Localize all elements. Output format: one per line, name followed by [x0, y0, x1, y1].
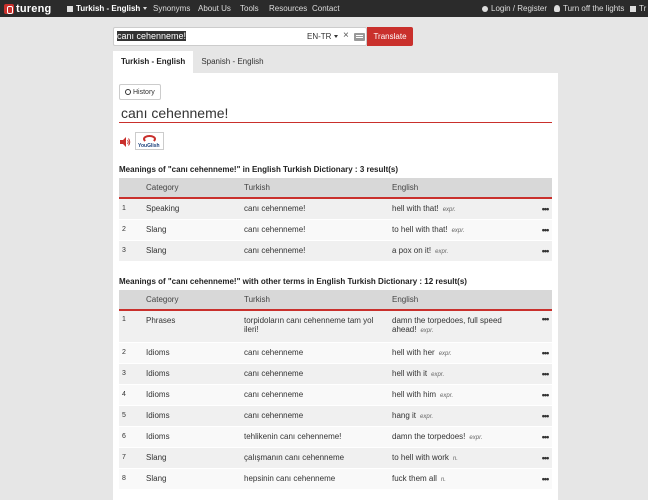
row-category[interactable]: Idioms: [141, 405, 239, 426]
direction-label: EN-TR: [307, 32, 332, 41]
row-number: 3: [119, 363, 141, 384]
part-of-speech-tag: expr.: [440, 393, 454, 399]
part-of-speech-tag: expr.: [438, 351, 452, 357]
row-number: 2: [119, 342, 141, 363]
logo-mark-icon: [4, 4, 14, 14]
part-of-speech-tag: n.: [452, 456, 458, 462]
dictionary-icon: [67, 6, 73, 12]
row-number: 2: [119, 219, 141, 240]
row-turkish-term[interactable]: canı cehenneme!: [239, 219, 387, 240]
col-turkish: Turkish: [239, 290, 387, 310]
row-category[interactable]: Slang: [141, 468, 239, 489]
english-term-text[interactable]: hell with it: [392, 369, 428, 378]
row-english-term[interactable]: [387, 447, 538, 468]
col-num: [119, 290, 141, 310]
chevron-down-icon: [143, 7, 147, 10]
youglish-logo-icon: [143, 135, 156, 143]
results-table-other: [119, 290, 552, 490]
more-options-icon[interactable]: •••: [538, 447, 552, 468]
row-number: 8: [119, 468, 141, 489]
row-turkish-term[interactable]: canı cehenneme: [239, 342, 387, 363]
row-turkish-term[interactable]: çalışmanın canı cehenneme: [239, 447, 387, 468]
section-title-main: Meanings of "canı cehenneme!" in English Turkish Dictionary : 3 result(s): [119, 165, 399, 174]
row-english-term[interactable]: [387, 219, 538, 240]
more-options-icon[interactable]: •••: [538, 219, 552, 240]
more-options-icon[interactable]: •••: [538, 405, 552, 426]
english-term-text[interactable]: hell with her: [392, 348, 435, 357]
more-options-icon[interactable]: •••: [538, 426, 552, 447]
table-row: [119, 310, 552, 342]
row-category[interactable]: Idioms: [141, 384, 239, 405]
row-category[interactable]: Phrases: [141, 310, 239, 342]
row-number: 6: [119, 426, 141, 447]
logo-text: tureng: [16, 2, 52, 15]
row-english-term[interactable]: [387, 198, 538, 219]
lang-pair-label: Turkish - English: [76, 4, 141, 13]
table-row: [119, 468, 552, 489]
history-button[interactable]: [119, 84, 161, 100]
row-category[interactable]: Idioms: [141, 426, 239, 447]
search-term-heading: canı cehenneme!: [121, 105, 229, 121]
row-category[interactable]: Slang: [141, 219, 239, 240]
more-options-icon[interactable]: •••: [538, 198, 552, 219]
row-english-term[interactable]: [387, 342, 538, 363]
col-category: Category: [141, 290, 239, 310]
row-turkish-term[interactable]: canı cehenneme!: [239, 198, 387, 219]
row-turkish-term[interactable]: canı cehenneme: [239, 405, 387, 426]
nav-resources[interactable]: Resources: [269, 4, 308, 13]
translate-button[interactable]: Translate: [367, 27, 413, 46]
english-term-text[interactable]: to hell with work: [392, 453, 449, 462]
nav-synonyms[interactable]: Synonyms: [153, 4, 191, 13]
search-input-value: canı cehenneme!: [117, 31, 187, 41]
more-options-icon[interactable]: •••: [538, 363, 552, 384]
row-number: 5: [119, 405, 141, 426]
english-term-text[interactable]: a pox on it!: [392, 246, 432, 255]
table-row: [119, 447, 552, 468]
row-turkish-term[interactable]: tehlikenin canı cehenneme!: [239, 426, 387, 447]
english-term-text[interactable]: hang it: [392, 411, 417, 420]
login-register-link[interactable]: [482, 4, 547, 13]
part-of-speech-tag: expr.: [420, 328, 434, 334]
part-of-speech-tag: expr.: [431, 372, 445, 378]
login-label: Login / Register: [491, 4, 548, 13]
more-options-icon[interactable]: •••: [538, 240, 552, 261]
nav-overflow-label: Tr: [639, 4, 647, 13]
row-number: 4: [119, 384, 141, 405]
table-row: [119, 240, 552, 261]
lights-toggle[interactable]: [554, 4, 624, 13]
row-turkish-term[interactable]: canı cehenneme: [239, 363, 387, 384]
row-category[interactable]: Slang: [141, 447, 239, 468]
col-more: [538, 290, 552, 310]
row-number: 1: [119, 310, 141, 342]
clock-icon: [125, 89, 131, 95]
section-title-other: Meanings of "canı cehenneme!" with other terms in English Turkish Dictionary : 12 result(s): [119, 277, 467, 286]
clear-button[interactable]: ×: [343, 30, 349, 41]
row-turkish-term[interactable]: hepsinin canı cehenneme: [239, 468, 387, 489]
row-english-term[interactable]: [387, 426, 538, 447]
search-input[interactable]: [117, 31, 297, 43]
col-english: English: [387, 178, 538, 198]
table-row: [119, 219, 552, 240]
row-number: 3: [119, 240, 141, 261]
row-english-term[interactable]: [387, 240, 538, 261]
row-turkish-term[interactable]: canı cehenneme!: [239, 240, 387, 261]
row-turkish-term[interactable]: torpidoların canı cehenneme tam yol ileri!: [239, 310, 387, 342]
row-english-term[interactable]: [387, 468, 538, 489]
row-english-term[interactable]: [387, 384, 538, 405]
row-english-term[interactable]: [387, 405, 538, 426]
nav-contact[interactable]: Contact: [312, 4, 340, 13]
english-term-text[interactable]: damn the torpedoes!: [392, 432, 466, 441]
english-term-text[interactable]: hell with him: [392, 390, 437, 399]
nav-tools[interactable]: Tools: [240, 4, 259, 13]
col-english: English: [387, 290, 538, 310]
col-num: [119, 178, 141, 198]
results-panel: [113, 73, 558, 500]
more-options-icon[interactable]: •••: [538, 468, 552, 489]
more-options-icon[interactable]: •••: [538, 384, 552, 405]
results-table-main: [119, 178, 552, 262]
english-term-text[interactable]: fuck them all: [392, 474, 437, 483]
part-of-speech-tag: expr.: [442, 207, 456, 214]
english-term-text[interactable]: to hell with that!: [392, 225, 448, 234]
col-more: [538, 178, 552, 198]
tab-spanish-english[interactable]: Spanish - English: [201, 57, 264, 66]
youglish-button[interactable]: [135, 132, 164, 150]
part-of-speech-tag: expr.: [435, 249, 449, 255]
row-category[interactable]: Speaking: [141, 198, 239, 219]
heading-divider: [119, 122, 552, 123]
dictionary-tabs: [113, 51, 272, 73]
table-row: [119, 363, 552, 384]
more-options-icon[interactable]: •••: [538, 310, 552, 342]
row-english-term[interactable]: [387, 310, 538, 342]
part-of-speech-tag: expr.: [469, 435, 483, 441]
table-row: [119, 426, 552, 447]
col-turkish: Turkish: [239, 178, 387, 198]
keyboard-icon[interactable]: [354, 33, 365, 41]
youglish-label: YouGlish: [138, 143, 160, 149]
row-english-term[interactable]: [387, 363, 538, 384]
chevron-down-icon: [334, 35, 338, 38]
table-row: [119, 384, 552, 405]
row-turkish-term[interactable]: canı cehenneme: [239, 384, 387, 405]
nav-about-us[interactable]: About Us: [198, 4, 231, 13]
row-category[interactable]: Slang: [141, 240, 239, 261]
flag-icon: [630, 6, 636, 12]
search-box: [113, 27, 367, 46]
history-label: History: [133, 88, 155, 96]
logo[interactable]: [4, 3, 51, 15]
speaker-icon[interactable]: [120, 137, 131, 147]
nav-overflow-item[interactable]: [630, 4, 646, 13]
direction-select[interactable]: [307, 32, 338, 41]
part-of-speech-tag: n.: [440, 477, 446, 483]
lights-label: Turn off the lights: [563, 4, 625, 13]
row-category[interactable]: Idioms: [141, 342, 239, 363]
tab-turkish-english[interactable]: Turkish - English: [113, 51, 193, 73]
table-row: [119, 198, 552, 219]
more-options-icon[interactable]: •••: [538, 342, 552, 363]
row-number: 7: [119, 447, 141, 468]
row-category[interactable]: Idioms: [141, 363, 239, 384]
col-category: Category: [141, 178, 239, 198]
part-of-speech-tag: expr.: [451, 228, 465, 234]
user-icon: [482, 6, 488, 12]
english-term-text[interactable]: damn the torpedoes, full speed ahead!: [392, 316, 502, 334]
part-of-speech-tag: expr.: [420, 414, 434, 420]
table-row: [119, 405, 552, 426]
top-navbar: [0, 0, 648, 17]
english-term-text[interactable]: hell with that!: [392, 204, 439, 214]
row-number: 1: [119, 198, 141, 219]
table-row: [119, 342, 552, 363]
lang-pair-dropdown[interactable]: [67, 4, 147, 13]
lightbulb-icon: [554, 5, 560, 12]
